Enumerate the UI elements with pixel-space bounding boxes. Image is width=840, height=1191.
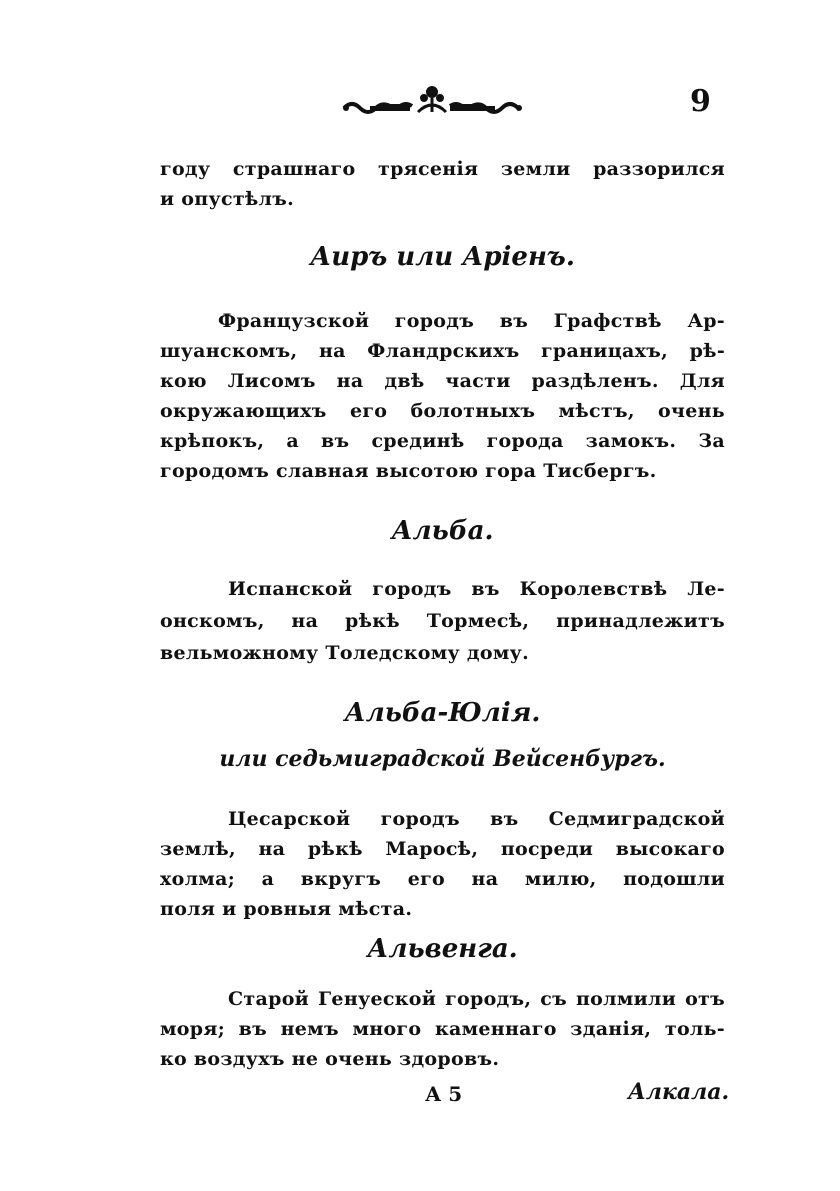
text-line: году страшнаго трясенія земли раззорился [160,158,725,180]
entry-heading: Альба. [391,516,494,546]
page-number: 9 [690,84,711,119]
text-line: кою Лисомъ на двѣ части раздѣленъ. Для [160,370,725,392]
entry-heading: Альба-Юлія. [344,698,541,728]
text-line: землѣ, на рѣкѣ Маросѣ, посреди высокаго [160,838,725,860]
headpiece-ornament [340,82,525,122]
text-line: поля и ровныя мѣста. [160,898,413,920]
text-line: и опустѣлъ. [160,188,295,210]
signature-mark: А 5 [425,1082,463,1106]
entry-heading: Аиръ или Аріенъ. [310,242,575,272]
text-line: Французской городъ въ Графствѣ Ар- [218,310,725,332]
text-line: онскомъ, на рѣкѣ Тормесѣ, принадлежитъ [160,610,725,632]
text-line: вельможному Толедскому дому. [160,642,530,664]
catchword: Алкала. [628,1079,730,1105]
text-line: Старой Генуеской городъ, съ полмили отъ [228,988,725,1010]
text-line: холма; а вкругъ его на милю, подошли [160,868,725,890]
text-line: Испанской городъ въ Королевствѣ Ле- [228,578,725,600]
text-line: городомъ славная высотою гора Тисбергъ. [160,460,657,482]
entry-heading: Альвенга. [367,934,518,964]
text-line: шуанскомъ, на Фландрскихъ границахъ, рѣ- [160,340,725,362]
text-line: крѣпокъ, а въ срединѣ города замокъ. За [160,430,725,452]
text-line: моря; въ немъ много каменнаго зданія, толь- [160,1018,725,1040]
text-line: Цесарской городъ въ Седмиградской [228,808,725,830]
text-line: окружающихъ его болотныхъ мѣстъ, очень [160,400,725,422]
text-line: ко воздухъ не очень здоровъ. [160,1048,500,1070]
entry-subheading: или седьмиградской Вейсенбургъ. [219,746,666,772]
